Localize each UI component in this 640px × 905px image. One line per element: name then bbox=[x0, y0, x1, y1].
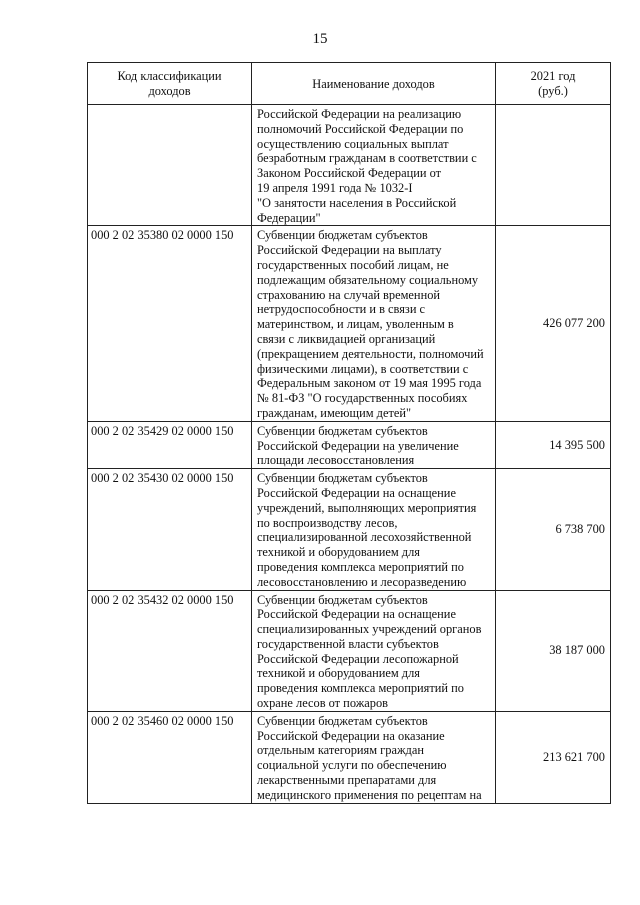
amount-2021: 213 621 700 bbox=[496, 711, 611, 803]
classification-code: 000 2 02 35460 02 0000 150 bbox=[88, 711, 252, 803]
header-code bbox=[88, 63, 252, 105]
revenue-name-line: материнством, и лицам, уволенным в bbox=[257, 317, 454, 332]
revenue-name-line: охране лесов от пожаров bbox=[257, 696, 389, 711]
revenue-name-line: социальной услуги по обеспечению bbox=[257, 758, 447, 773]
classification-code bbox=[88, 105, 252, 226]
table-row bbox=[88, 421, 611, 468]
table-body bbox=[88, 105, 611, 804]
revenue-name-line: проведения комплекса мероприятий по bbox=[257, 559, 464, 574]
classification-code: 000 2 02 35429 02 0000 150 bbox=[88, 421, 252, 468]
revenue-name-line: государственной власти субъектов bbox=[257, 636, 439, 651]
revenue-name-line: связи с ликвидацией организаций bbox=[257, 331, 436, 346]
table-header-row bbox=[88, 63, 611, 105]
revenue-name-line: Российской Федерации на увеличение bbox=[257, 438, 459, 453]
revenue-name-line: специализированных учреждений органов bbox=[257, 622, 482, 637]
classification-code: 000 2 02 35430 02 0000 150 bbox=[88, 469, 252, 590]
revenue-name-line: учреждений, выполняющих мероприятия bbox=[257, 500, 477, 515]
revenue-name-line: площади лесовосстановления bbox=[257, 453, 415, 468]
revenue-name-line: 19 апреля 1991 года № 1032-I bbox=[257, 180, 413, 195]
revenue-name bbox=[252, 590, 496, 711]
revenue-name-line: физическими лицами), в соответствии с bbox=[257, 361, 469, 376]
amount-2021: 426 077 200 bbox=[496, 226, 611, 421]
revenue-name-line: лекарственными препаратами для bbox=[257, 773, 437, 788]
revenue-name-line: проведения комплекса мероприятий по bbox=[257, 681, 464, 696]
header-amount-line: 2021 год bbox=[530, 69, 576, 84]
amount-2021: 14 395 500 bbox=[496, 421, 611, 468]
revenue-name-line: "О занятости населения в Российской bbox=[257, 195, 457, 210]
classification-code: 000 2 02 35380 02 0000 150 bbox=[88, 226, 252, 421]
revenue-name-line: полномочий Российской Федерации по bbox=[257, 121, 464, 136]
page-number: 15 bbox=[312, 31, 328, 47]
table-row bbox=[88, 226, 611, 421]
revenue-name bbox=[252, 105, 496, 226]
revenue-name-line: Российской Федерации на оказание bbox=[257, 728, 445, 743]
revenue-name-line: техникой и оборудованием для bbox=[257, 545, 420, 560]
revenue-name-line: Субвенции бюджетам субъектов bbox=[257, 592, 428, 607]
table-row bbox=[88, 469, 611, 590]
revenue-name-line: Субвенции бюджетам субъектов bbox=[257, 228, 428, 243]
classification-code: 000 2 02 35432 02 0000 150 bbox=[88, 590, 252, 711]
table-row bbox=[88, 711, 611, 803]
revenue-name-line: страхованию на случай временной bbox=[257, 287, 441, 302]
revenue-name-line: по воспроизводству лесов, bbox=[257, 515, 398, 530]
revenue-name-line: лесовосстановлению и лесоразведению bbox=[257, 574, 467, 589]
revenue-name bbox=[252, 421, 496, 468]
revenue-name-line: государственных пособий лицам, не bbox=[257, 257, 449, 272]
revenue-name-line: Субвенции бюджетам субъектов bbox=[257, 713, 428, 728]
revenue-name-line: Федеральным законом от 19 мая 1995 года bbox=[257, 376, 482, 391]
revenue-name-line: Субвенции бюджетам субъектов bbox=[257, 471, 428, 486]
revenue-name-line: осуществлению социальных выплат bbox=[257, 136, 449, 151]
revenue-name-line: нетрудоспособности и в связи с bbox=[257, 302, 426, 317]
table-row bbox=[88, 105, 611, 226]
revenue-name-line: Законом Российской Федерации от bbox=[257, 166, 442, 181]
revenue-name-line: Российской Федерации лесопожарной bbox=[257, 651, 459, 666]
header-amount bbox=[496, 63, 611, 105]
revenue-name-line: безработным гражданам в соответствии с bbox=[257, 151, 477, 166]
header-code-line: доходов bbox=[148, 84, 191, 98]
revenue-name-line: Российской Федерации на выплату bbox=[257, 243, 442, 258]
amount-2021: 38 187 000 bbox=[496, 590, 611, 711]
header-code-line: Код классификации bbox=[117, 69, 222, 84]
revenue-name-line: гражданам, имеющим детей" bbox=[257, 405, 412, 420]
amount-2021 bbox=[496, 105, 611, 226]
table-row bbox=[88, 590, 611, 711]
revenue-name-line: техникой и оборудованием для bbox=[257, 666, 420, 681]
revenue-name-line: специализированной лесохозяйственной bbox=[257, 530, 472, 545]
revenue-name-line: медицинского применения по рецептам на bbox=[257, 787, 482, 802]
header-name: Наименование доходов bbox=[252, 63, 496, 105]
revenue-table bbox=[87, 62, 611, 804]
revenue-name-line: (прекращением деятельности, полномочий bbox=[257, 346, 484, 361]
revenue-name bbox=[252, 711, 496, 803]
revenue-name bbox=[252, 469, 496, 590]
revenue-name-line: № 81-ФЗ "О государственных пособиях bbox=[257, 391, 468, 406]
revenue-name-line: Российской Федерации на реализацию bbox=[257, 107, 462, 121]
revenue-name-line: Субвенции бюджетам субъектов bbox=[257, 423, 428, 438]
revenue-name-line: Федерации" bbox=[257, 210, 321, 225]
header-amount-line: (руб.) bbox=[538, 84, 568, 98]
amount-2021: 6 738 700 bbox=[496, 469, 611, 590]
revenue-name-line: отдельным категориям граждан bbox=[257, 743, 424, 758]
revenue-name-line: Российской Федерации на оснащение bbox=[257, 607, 456, 622]
revenue-name bbox=[252, 226, 496, 421]
revenue-name-line: Российской Федерации на оснащение bbox=[257, 485, 456, 500]
revenue-name-line: подлежащим обязательному социальному bbox=[257, 272, 479, 287]
